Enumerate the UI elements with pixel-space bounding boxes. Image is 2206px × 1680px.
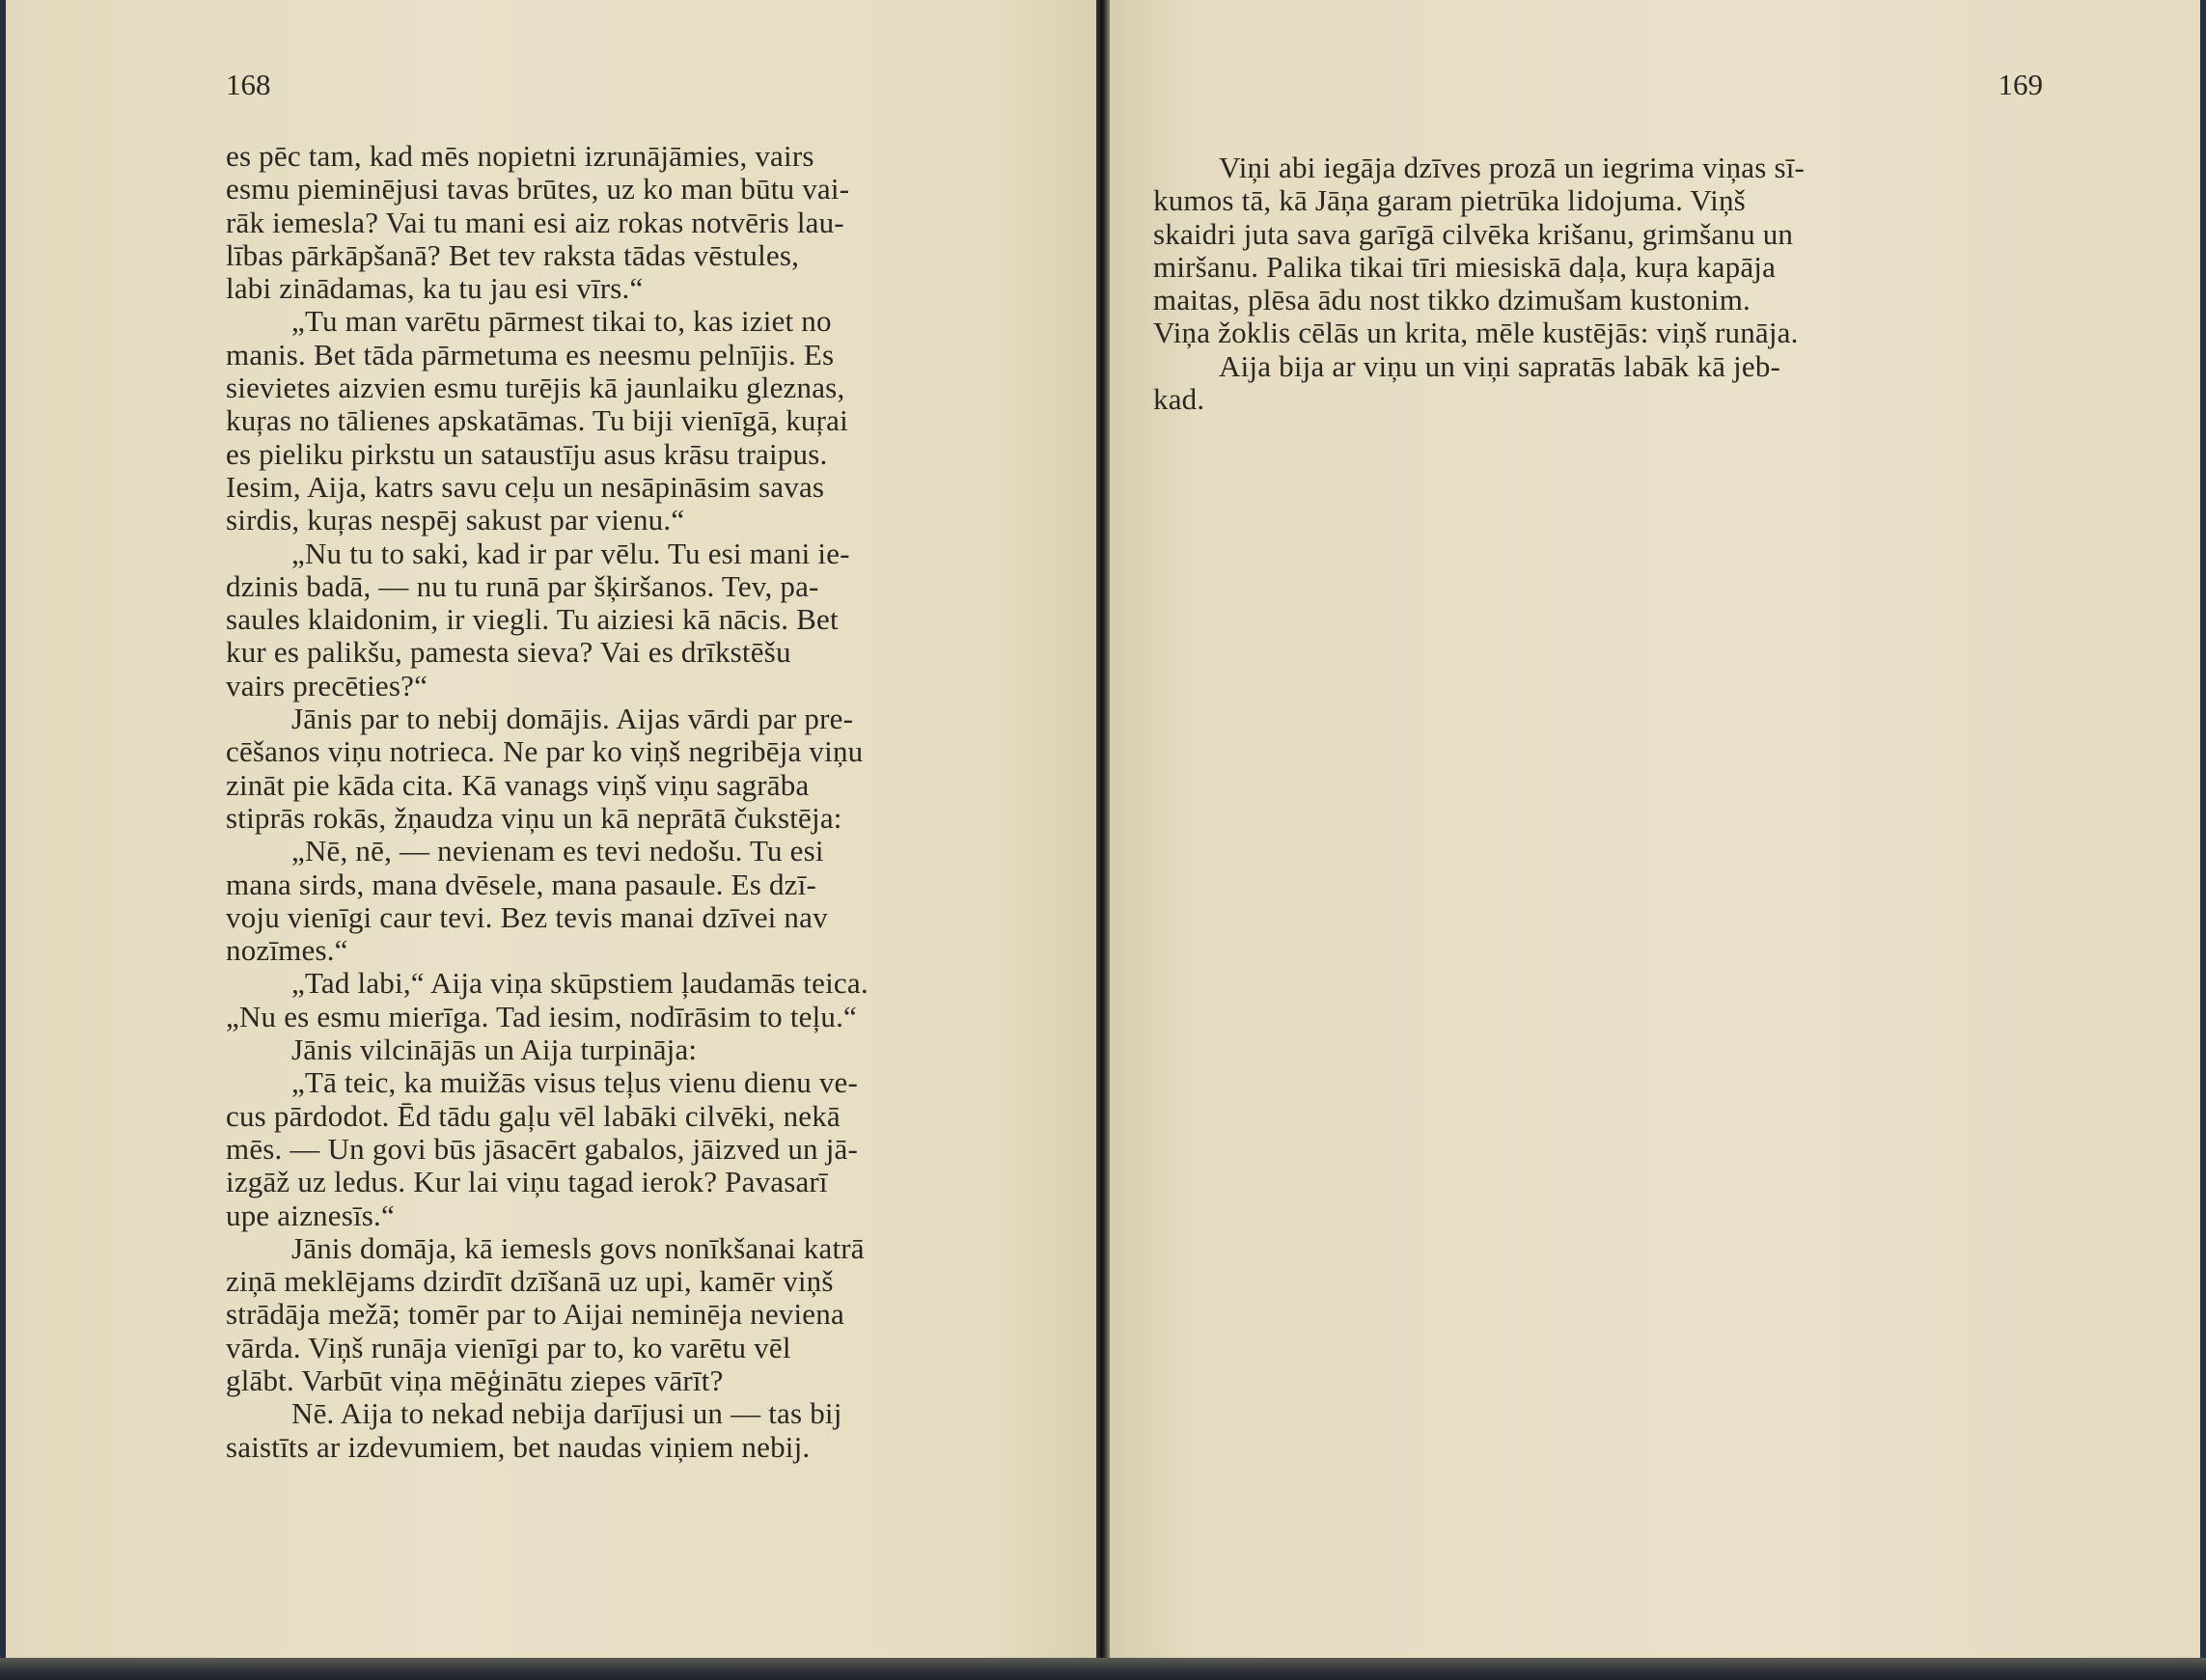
text-line: dzinis badā, — nu tu runā par šķiršanos. Tev, pa- <box>226 568 819 603</box>
text-line: saules klaidonim, ir viegli. Tu aiziesi kā nācis. Bet <box>226 602 839 637</box>
text-line: „Tad labi,“ Aija viņa skūpstiem ļaudamās teica. <box>291 966 869 1001</box>
text-line: mēs. — Un govi būs jāsacērt gabalos, jāizved un jā- <box>226 1131 858 1166</box>
page-number-left: 168 <box>226 68 271 101</box>
text-line: voju vienīgi caur tevi. Bez tevis manai dzīvei nav <box>226 899 828 934</box>
text-line: „Nu es esmu mierīga. Tad iesim, nodīrāsim to teļu.“ <box>226 999 858 1033</box>
text-line: mana sirds, mana dvēsele, mana pasaule. Es dzī- <box>226 867 816 901</box>
text-line: kuŗas no tālienes apskatāmas. Tu biji vienīgā, kuŗai <box>226 403 848 438</box>
text-line: skaidri juta sava garīgā cilvēka krišanu, grimšanu un <box>1153 216 1794 251</box>
text-line: glābt. Varbūt viņa mēģinātu ziepes vārīt? <box>226 1363 724 1397</box>
text-line: sirdis, kuŗas nespēj sakust par vienu.“ <box>226 503 685 537</box>
text-line: upe aiznesīs.“ <box>226 1198 395 1232</box>
left-page-text <box>226 140 1034 1464</box>
text-line: nozīmes.“ <box>226 933 348 968</box>
text-line: vairs precēties?“ <box>226 668 428 702</box>
text-line: Jānis domāja, kā iemesls govs nonīkšanai katrā <box>291 1230 865 1265</box>
text-line: Nē. Aija to nekad nebija darījusi un — tas bij <box>291 1396 842 1431</box>
text-line: Viņa žoklis cēlās un krita, mēle kustējās: viņš runāja. <box>1153 316 1799 350</box>
text-line: kad. <box>1153 382 1205 417</box>
text-line: rāk iemesla? Vai tu mani esi aiz rokas notvēris lau- <box>226 205 844 239</box>
text-line: ziņā meklējams dzirdīt dzīšanā uz upi, kamēr viņš <box>226 1264 834 1299</box>
text-line: Jānis par to nebij domājis. Aijas vārdi par pre- <box>291 702 854 736</box>
text-line: es pēc tam, kad mēs nopietni izrunājāmies, vairs <box>226 139 814 173</box>
text-line: sievietes aizvien esmu turējis kā jaunlaiku gleznas, <box>226 371 845 405</box>
text-line: „Tā teic, ka muižās visus teļus vienu dienu ve- <box>291 1065 859 1100</box>
right-page-text <box>1153 151 1966 416</box>
text-line: es pieliku pirkstu un sataustīju asus krāsu traipus. <box>226 436 828 471</box>
text-line: maitas, plēsa ādu nost tikko dzimušam kustonim. <box>1153 283 1751 317</box>
text-line: „Tu man varētu pārmest tikai to, kas iziet no <box>291 304 832 339</box>
text-line: esmu pieminējusi tavas brūtes, uz ko man būtu vai- <box>226 172 850 207</box>
text-line: „Nu tu to saki, kad ir par vēlu. Tu esi mani ie- <box>291 536 850 570</box>
text-line: vārda. Viņš runāja vienīgi par to, ko varētu vēl <box>226 1330 791 1364</box>
book-gutter <box>1096 0 1110 1680</box>
text-line: kur es palikšu, pamesta sieva? Vai es drīkstēšu <box>226 635 791 670</box>
text-line: cēšanos viņu notrieca. Ne par ko viņš negribēja viņu <box>226 734 864 769</box>
text-line: zināt pie kāda cita. Kā vanags viņš viņu sagrāba <box>226 767 810 802</box>
text-line: lības pārkāpšanā? Bet tev raksta tādas vēstules, <box>226 237 800 272</box>
text-line: miršanu. Palika tikai tīri miesiskā daļa, kuŗa kapāja <box>1153 249 1777 284</box>
text-line: manis. Bet tāda pārmetuma es neesmu pelnījis. Es <box>226 337 835 372</box>
text-line: cus pārdodot. Ēd tādu gaļu vēl labāki cilvēki, nekā <box>226 1098 841 1133</box>
scan-bottom-edge <box>0 1658 2206 1680</box>
left-page <box>6 0 1096 1665</box>
right-page <box>1110 0 2200 1665</box>
text-line: saistīts ar izdevumiem, bet naudas viņiem nebij. <box>226 1429 811 1464</box>
text-line: kumos tā, kā Jāņa garam pietrūka lidojuma. Viņš <box>1153 183 1746 218</box>
text-line: Viņi abi iegāja dzīves prozā un iegrima viņas sī- <box>1219 151 1806 184</box>
text-line: Jānis vilcinājās un Aija turpināja: <box>291 1033 698 1067</box>
text-line: stiprās rokās, žņaudza viņu un kā neprātā čukstēja: <box>226 800 842 835</box>
text-line: Aija bija ar viņu un viņi sapratās labāk kā jeb- <box>1219 348 1781 383</box>
text-line: labi zinādamas, ka tu jau esi vīrs.“ <box>226 271 644 306</box>
text-line: strādāja mežā; tomēr par to Aijai neminēja neviena <box>226 1297 844 1332</box>
text-line: Iesim, Aija, katrs savu ceļu un nesāpināsim savas <box>226 469 825 504</box>
text-line: izgāž uz ledus. Kur lai viņu tagad ierok? Pavasarī <box>226 1165 828 1199</box>
page-number-right: 169 <box>1998 68 2043 101</box>
text-line: „Nē, nē, — nevienam es tevi nedošu. Tu esi <box>291 834 824 868</box>
